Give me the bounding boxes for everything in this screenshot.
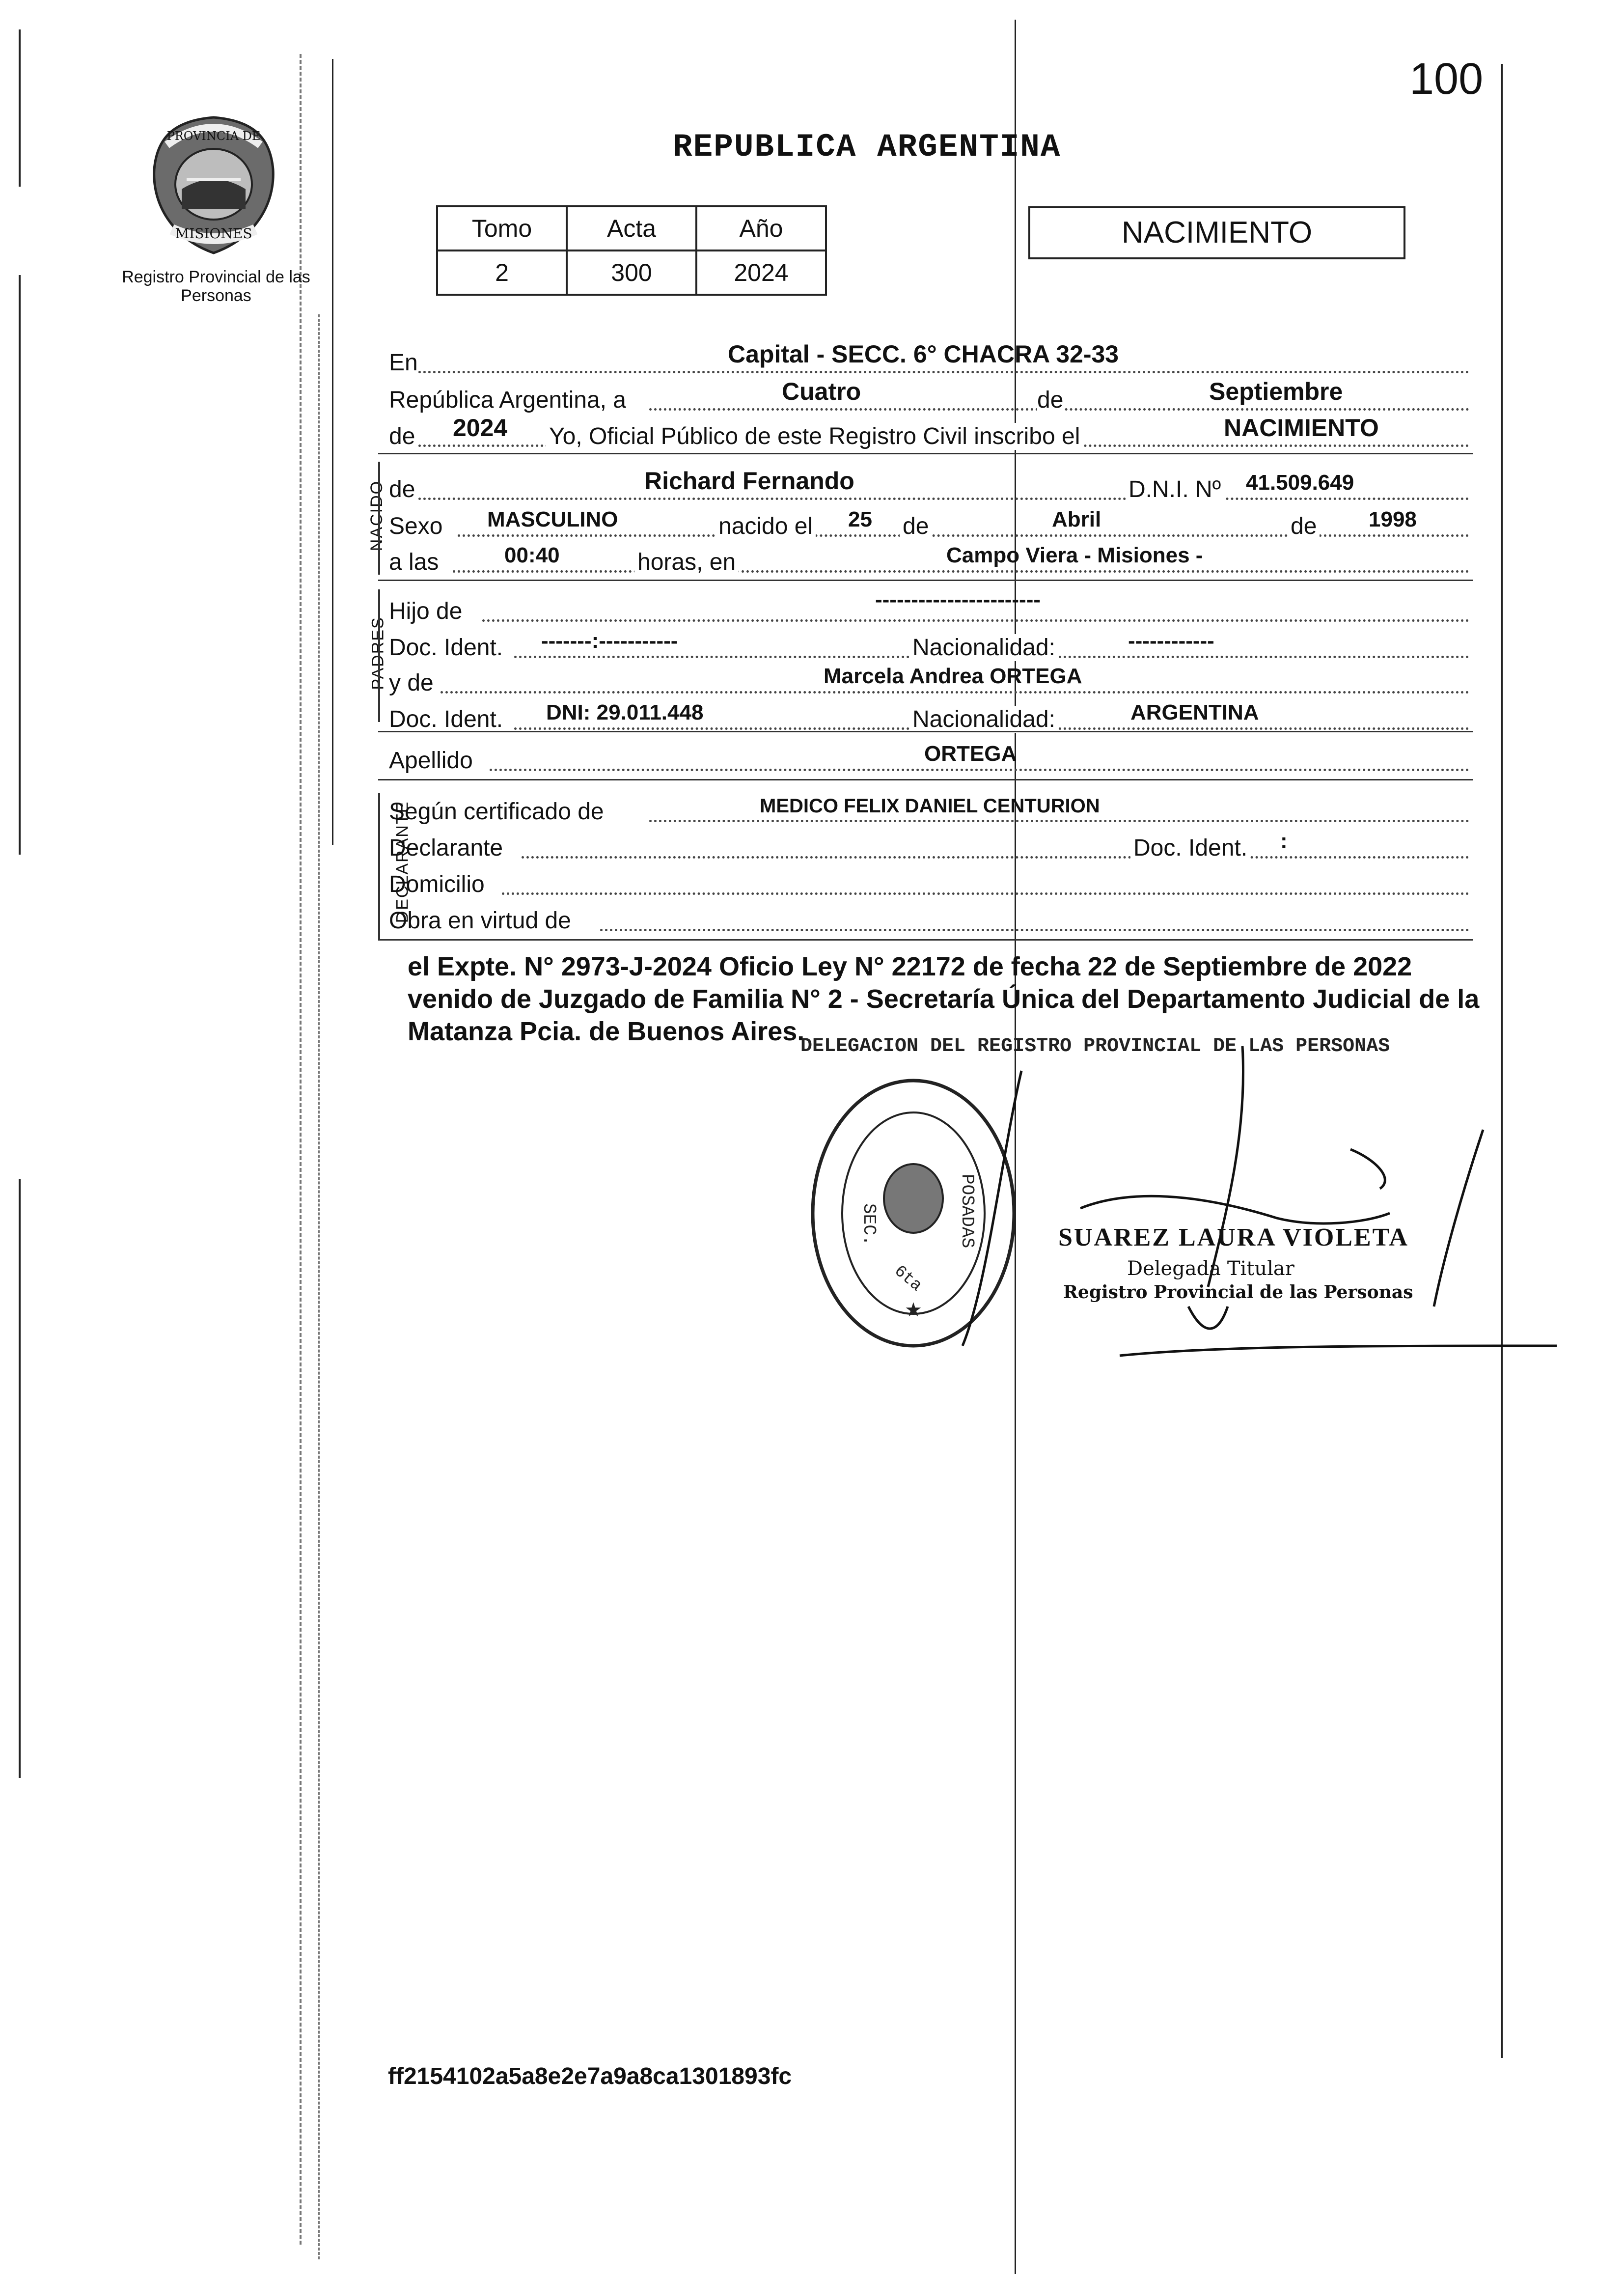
left-margin-line	[19, 1179, 21, 1778]
de-label: de	[900, 513, 932, 540]
doc-ident-label: Doc. Ident.	[389, 706, 503, 732]
left-margin-line	[19, 29, 21, 187]
document-hash: ff2154102a5a8e2e7a9a8ca1301893fc	[388, 2063, 792, 2089]
madre-row	[389, 665, 1469, 696]
mes-value: Septiembre	[1209, 378, 1343, 405]
section-bracket	[378, 589, 380, 722]
nacido-section-label: NACIDO	[367, 480, 386, 552]
nacimiento-anio-value: 1998	[1369, 507, 1417, 531]
padre-doc-value: -------:-----------	[541, 629, 678, 653]
logo-text-bottom: MISIONES	[175, 225, 252, 242]
certificado-value: MEDICO FELIX DANIEL CENTURION	[760, 795, 1100, 817]
de-label: de	[1288, 513, 1320, 540]
padre-nacionalidad-value: ------------	[1128, 629, 1214, 653]
nacido-el-label: nacido el	[716, 513, 816, 540]
punch-guide-line	[318, 314, 320, 2259]
sexo-row	[389, 508, 1469, 540]
inner-margin-line	[332, 59, 333, 845]
yde-label: y de	[389, 670, 434, 696]
obra-row	[389, 903, 1469, 934]
obra-label: Obra en virtud de	[389, 908, 571, 934]
hijo-label: Hijo de	[389, 598, 463, 624]
record-table	[436, 205, 827, 296]
nombre-value: Richard Fernando	[644, 467, 854, 495]
sexo-value: MASCULINO	[487, 507, 618, 531]
signatory-role: Delegada Titular	[1127, 1257, 1294, 1280]
dni-label: D.N.I. Nº	[1126, 476, 1224, 503]
anio-header: Año	[696, 206, 826, 250]
dotted-line	[522, 856, 1469, 859]
record-type-box: NACIMIENTO	[1028, 206, 1405, 259]
sexo-label: Sexo	[389, 513, 443, 539]
de-label: de	[1037, 387, 1064, 413]
hora-value: 00:40	[504, 543, 560, 567]
fecha-row	[389, 378, 1469, 414]
de-label: de	[389, 476, 415, 502]
oficial-row	[389, 414, 1469, 450]
dni-value: 41.509.649	[1246, 471, 1354, 495]
anio-value: 2024	[453, 414, 508, 442]
tomo-value: 2	[437, 250, 567, 295]
nacionalidad-label: Nacionalidad:	[909, 706, 1058, 733]
hijo-row	[389, 587, 1469, 625]
apellido-label: Apellido	[389, 748, 473, 774]
en-label: En	[389, 350, 418, 376]
signatory-name: SUAREZ LAURA VIOLETA	[1058, 1223, 1409, 1251]
certificado-label: Según certificado de	[389, 799, 604, 825]
declarante-section-label: DECLARANTE	[393, 801, 412, 923]
dotted-line	[418, 371, 1469, 373]
lugar-row	[389, 340, 1469, 376]
signatory-organization: Registro Provincial de las Personas	[1063, 1282, 1413, 1303]
doc-ident-label: Doc. Ident.	[389, 635, 503, 661]
horas-en-label: horas, en	[634, 549, 739, 576]
seal-number-text: 6ta	[890, 1262, 926, 1296]
seal-star-icon: ★	[905, 1299, 922, 1321]
certificado-row	[389, 794, 1469, 825]
section-divider	[378, 779, 1473, 780]
page-number: 100	[1409, 55, 1484, 104]
apellido-row	[389, 743, 1469, 774]
madre-doc-row	[389, 701, 1469, 733]
madre-doc-value: DNI: 29.011.448	[546, 700, 704, 724]
acta-header: Acta	[567, 206, 696, 250]
hora-label: a las	[389, 549, 439, 575]
anio-value: 2024	[696, 250, 826, 295]
section-divider	[378, 731, 1473, 732]
seal-ring-text: DELEGACION DEL REGISTRO PROVINCIAL DE LAS PERSONAS	[800, 1035, 1390, 1057]
apellido-value: ORTEGA	[924, 742, 1017, 766]
logo-text-top: PROVINCIA DE	[166, 129, 261, 143]
province-shield-logo	[147, 115, 280, 255]
declarante-label: Declarante	[389, 835, 503, 861]
dotted-line	[600, 929, 1469, 931]
domicilio-label: Domicilio	[389, 871, 485, 897]
nacimiento-dia-value: 25	[848, 507, 872, 531]
dia-value: Cuatro	[782, 378, 861, 405]
acta-value: 300	[567, 250, 696, 295]
oficial-text: Yo, Oficial Público de este Registro Civil inscribo el	[546, 423, 1083, 450]
tipo-value: NACIMIENTO	[1224, 414, 1379, 442]
section-bracket	[378, 793, 380, 941]
madre-nacionalidad-value: ARGENTINA	[1130, 700, 1259, 724]
nombre-row	[389, 467, 1469, 503]
signature-drawing	[923, 1031, 1571, 1375]
left-margin-line	[19, 275, 21, 855]
padres-section-label: PADRES	[368, 616, 387, 690]
domicilio-row	[389, 866, 1469, 898]
declarante-row	[389, 830, 1469, 862]
padre-doc-row	[389, 630, 1469, 661]
punch-guide-line	[300, 54, 302, 2245]
padre-value: -----------------------	[875, 587, 1041, 611]
nacimiento-lugar-value: Campo Viera - Misiones -	[946, 543, 1203, 567]
section-divider	[378, 453, 1473, 454]
declarante-doc-value: :	[1280, 829, 1288, 853]
dotted-line	[649, 820, 1469, 822]
lugar-value: Capital - SECC. 6° CHACRA 32-33	[728, 340, 1119, 368]
section-divider	[378, 939, 1473, 941]
logo-caption: Registro Provincial de las Personas	[122, 268, 310, 305]
tomo-header: Tomo	[437, 206, 567, 250]
hora-row	[389, 544, 1469, 576]
de-label: de	[389, 423, 415, 449]
madre-value: Marcela Andrea ORTEGA	[824, 664, 1082, 688]
dotted-line	[418, 498, 1469, 500]
section-bracket	[378, 462, 380, 575]
nacimiento-mes-value: Abril	[1052, 507, 1101, 531]
nacionalidad-label: Nacionalidad:	[909, 634, 1058, 661]
document-title: REPUBLICA ARGENTINA	[673, 129, 1061, 166]
section-divider	[378, 580, 1473, 581]
fecha-label: República Argentina, a	[389, 387, 626, 413]
seal-sec-text: SEC.	[859, 1203, 879, 1246]
dotted-line	[502, 892, 1469, 895]
dotted-line	[490, 769, 1469, 771]
observaciones-text: el Expte. N° 2973-J-2024 Oficio Ley N° 22172 de fecha 22 de Septiembre de 2022 venido de Juzgado de Familia N° 2 - Secretaría Única del Departamento Judicial de la Matanza Pcia. de Buenos Aires.	[408, 952, 1480, 1046]
dotted-line	[482, 619, 1469, 622]
dotted-line	[453, 570, 1469, 573]
dotted-line	[440, 691, 1469, 694]
seal-posadas-text: POSADAS	[957, 1174, 977, 1249]
doc-ident-label: Doc. Ident.	[1130, 834, 1250, 862]
